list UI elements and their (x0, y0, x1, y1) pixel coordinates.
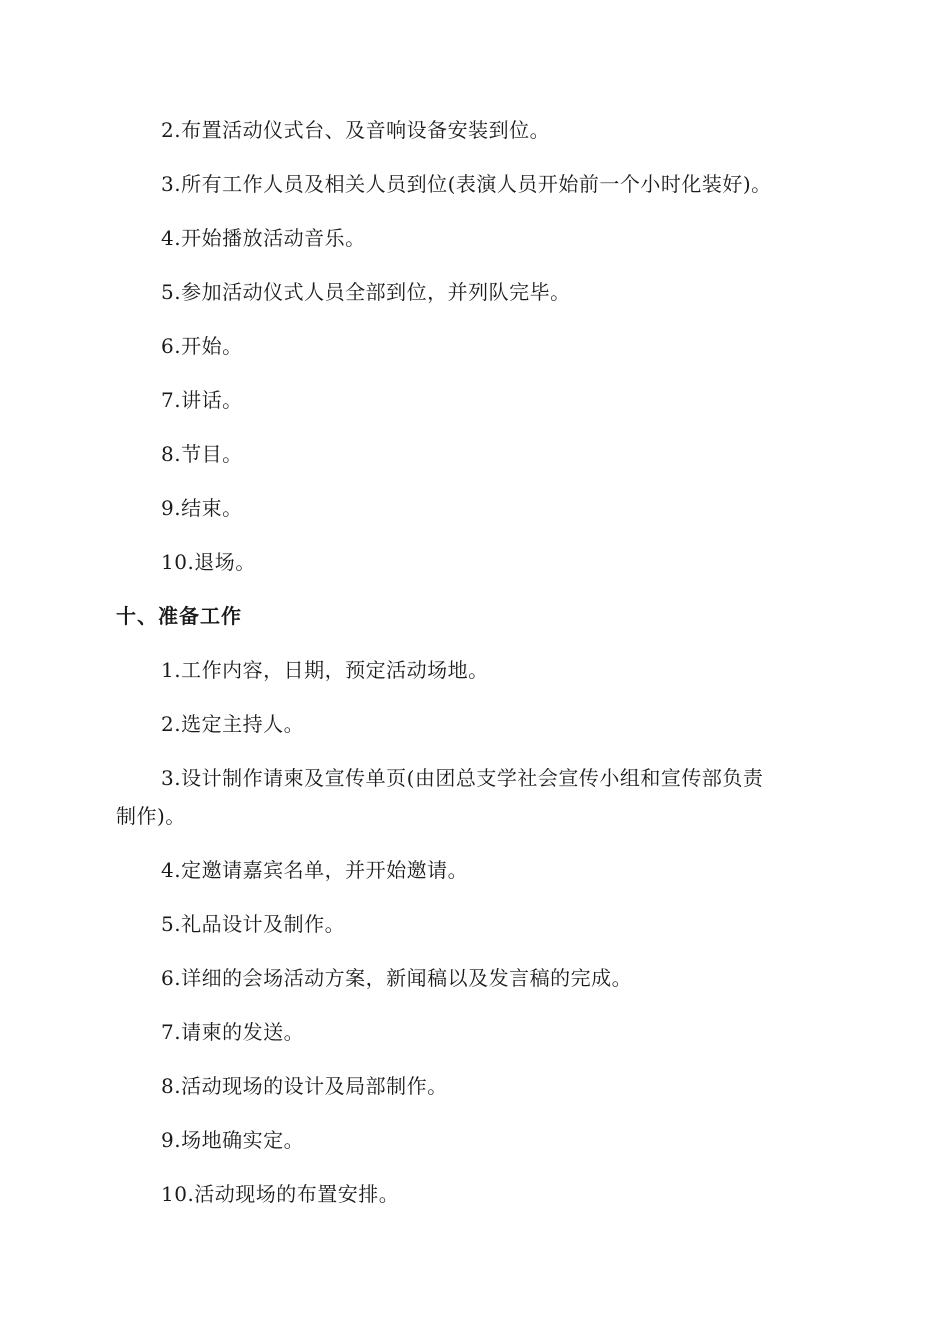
list-item: 9.结束。 (161, 496, 243, 520)
list-item: 4.开始播放活动音乐。 (161, 226, 366, 250)
list-item: 4.定邀请嘉宾名单，并开始邀请。 (161, 858, 469, 882)
list-item: 10.活动现场的布置安排。 (161, 1182, 400, 1206)
list-item: 7.请柬的发送。 (161, 1020, 305, 1044)
list-item: 5.礼品设计及制作。 (161, 912, 346, 936)
list-item: 3.所有工作人员及相关人员到位(表演人员开始前一个小时化装好)。 (161, 172, 772, 196)
list-item: 8.活动现场的设计及局部制作。 (161, 1074, 448, 1098)
list-item: 5.参加活动仪式人员全部到位，并列队完毕。 (161, 280, 571, 304)
list-item: 3.设计制作请柬及宣传单页(由团总支学社会宣传小组和宣传部负责 (161, 766, 764, 790)
list-item: 9.场地确实定。 (161, 1128, 305, 1152)
list-item: 7.讲话。 (161, 388, 243, 412)
list-item: 8.节目。 (161, 442, 243, 466)
list-item: 1.工作内容，日期，预定活动场地。 (161, 658, 489, 682)
list-item: 6.详细的会场活动方案，新闻稿以及发言稿的完成。 (161, 966, 633, 990)
list-item-continuation: 制作)。 (116, 804, 186, 828)
list-item: 10.退场。 (161, 550, 256, 574)
section-heading: 十、准备工作 (116, 604, 242, 628)
list-item: 2.布置活动仪式台、及音响设备安装到位。 (161, 118, 551, 142)
list-item: 6.开始。 (161, 334, 243, 358)
list-item: 2.选定主持人。 (161, 712, 305, 736)
